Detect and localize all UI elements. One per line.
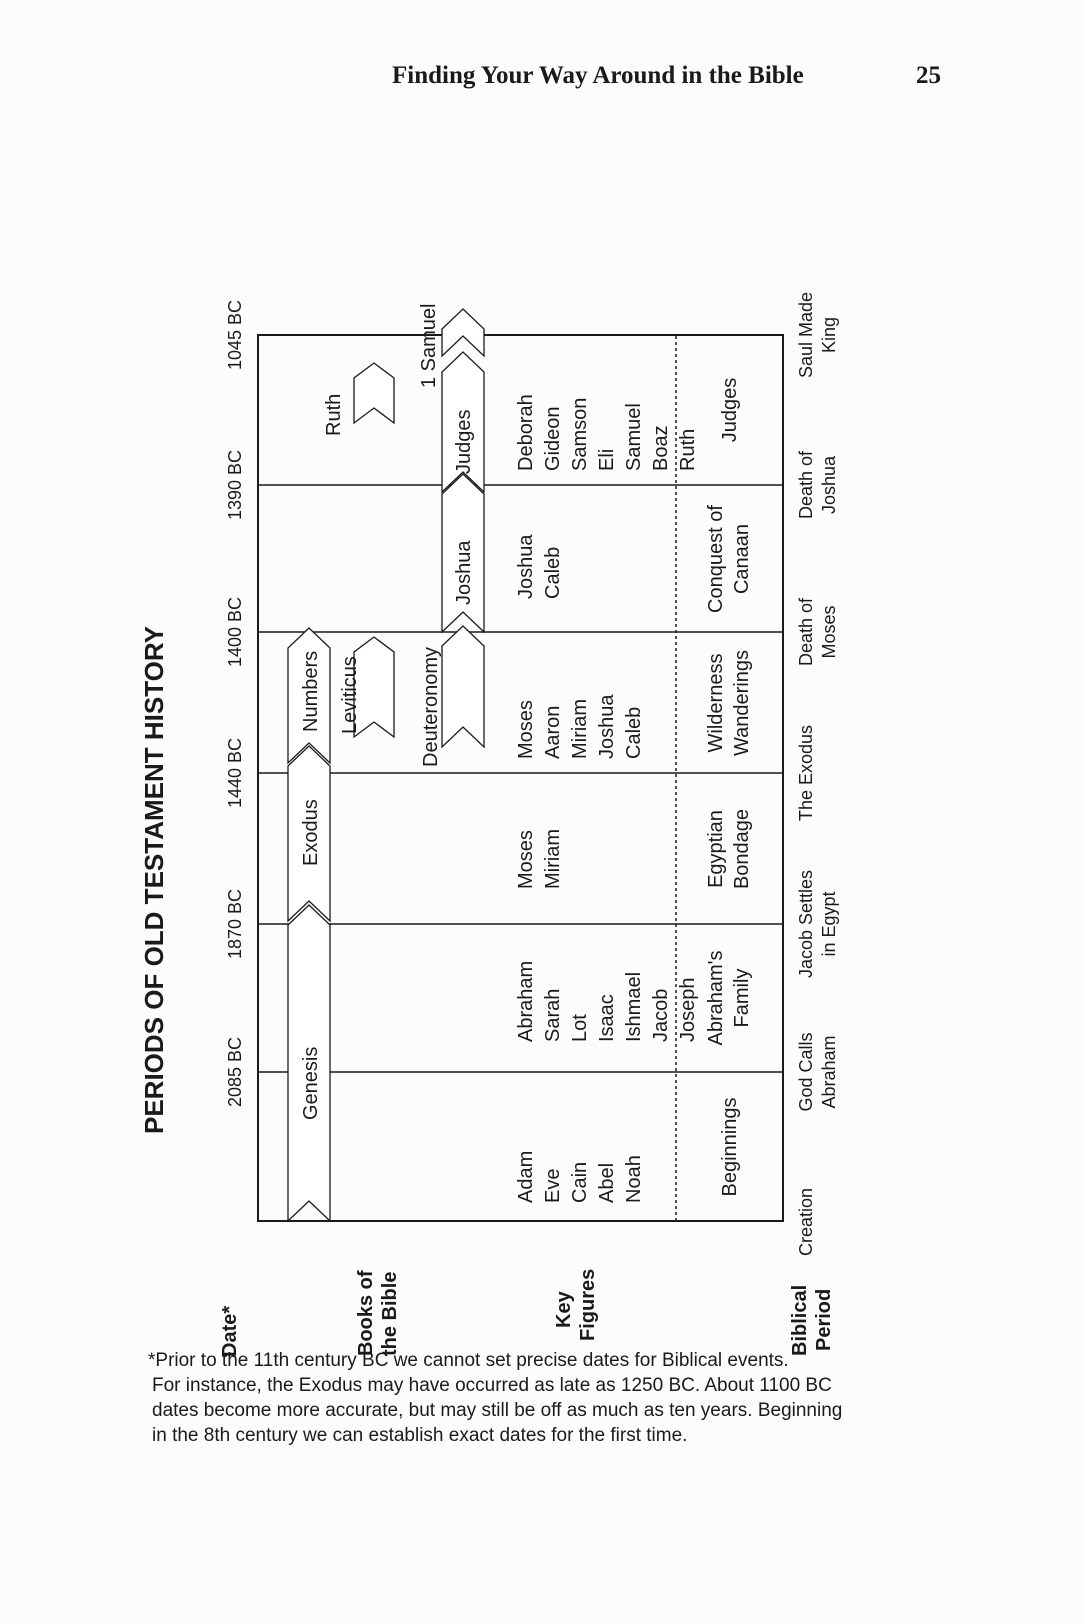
key-figure: Miriam <box>569 699 591 759</box>
footnote-line: dates become more accurate, but may still be off as much as ten years. Beginning <box>152 1400 843 1421</box>
date-label: 1870 BC <box>225 888 245 960</box>
row-label-books-2: the Bible <box>379 1271 401 1356</box>
key-figure: Joshua <box>596 694 618 759</box>
key-figure: Miriam <box>542 829 564 889</box>
key-figure: Eve <box>542 1168 564 1203</box>
footnote <box>148 1348 948 1448</box>
book-label: Numbers <box>300 650 322 732</box>
book-label: Deuteronomy <box>420 646 442 767</box>
key-figure: Ishmael <box>623 971 645 1042</box>
row-label-figures-1: Key <box>553 1291 575 1328</box>
key-figure: Aaron <box>542 705 564 759</box>
key-figure: Samson <box>569 397 591 471</box>
event-label: Death of <box>796 597 816 667</box>
period-label: Wanderings <box>731 650 753 756</box>
key-figure: Gideon <box>542 406 564 471</box>
row-label-figures-2: Figures <box>577 1268 599 1341</box>
footnote-line: in the 8th century we can establish exact dates for the first time. <box>152 1425 688 1446</box>
key-figure: Noah <box>623 1155 645 1203</box>
book-label: Genesis <box>300 1046 322 1120</box>
event-label: Moses <box>819 605 839 659</box>
period-label: Egyptian <box>705 810 727 888</box>
event-label: Abraham <box>819 1035 839 1109</box>
key-figure: Boaz <box>650 425 672 471</box>
event-label: Death of <box>796 450 816 520</box>
period-label: Bondage <box>731 808 753 890</box>
key-figure: Caleb <box>542 546 564 599</box>
period-label: Judges <box>719 377 741 443</box>
row-label-period-1: Biblical <box>789 1284 811 1356</box>
event-label: Creation <box>796 1187 816 1257</box>
footnote-line: For instance, the Exodus may have occurred as late as 1250 BC. About 1100 BC <box>152 1375 832 1396</box>
period-label: Conquest of <box>705 505 727 613</box>
key-figure: Moses <box>515 830 537 889</box>
key-figure: Deborah <box>515 394 537 471</box>
rotated-chart <box>139 292 839 1357</box>
book-label: Ruth <box>323 393 345 436</box>
book-arrow-deuteronomy <box>442 626 484 747</box>
book-arrow-ruth <box>354 363 394 423</box>
row-label-date: Date* <box>219 1305 241 1357</box>
book-label: Joshua <box>453 540 475 605</box>
key-figure: Ruth <box>677 428 699 471</box>
page-number: 25 <box>916 62 941 89</box>
key-figure: Joshua <box>515 534 537 599</box>
book-label: Judges <box>453 409 475 474</box>
period-label: Canaan <box>731 523 753 595</box>
row-label-period-2: Period <box>813 1288 835 1351</box>
event-label: The Exodus <box>796 724 816 822</box>
period-label: Abraham's <box>705 950 727 1046</box>
running-head: Finding Your Way Around in the Bible <box>392 62 804 89</box>
timeline-chart <box>100 140 980 1357</box>
book-arrow-1-samuel <box>442 309 484 356</box>
date-label: 1440 BC <box>225 737 245 809</box>
key-figure: Jacob <box>650 988 672 1042</box>
event-label: in Egypt <box>819 891 839 957</box>
key-figure: Caleb <box>623 706 645 759</box>
key-figure: Abel <box>596 1162 618 1203</box>
key-figure: Sarah <box>542 988 564 1042</box>
key-figure: Moses <box>515 700 537 759</box>
chart-title: PERIODS OF OLD TESTAMENT HISTORY <box>139 626 169 1134</box>
key-figure: Adam <box>515 1150 537 1203</box>
timeline-svg <box>100 140 980 1357</box>
book-label: Leviticus <box>339 656 361 734</box>
date-label: 1390 BC <box>225 449 245 521</box>
row-label-books-1: Books of <box>355 1270 377 1356</box>
key-figure: Samuel <box>623 403 645 471</box>
period-label: Wilderness <box>705 653 727 753</box>
date-label: 1045 BC <box>225 299 245 371</box>
key-figure: Isaac <box>596 994 618 1042</box>
period-label: Beginnings <box>719 1097 741 1197</box>
date-label: 2085 BC <box>225 1036 245 1108</box>
event-label: Jacob Settles <box>796 869 816 979</box>
key-figure: Lot <box>569 1014 591 1042</box>
key-figure: Cain <box>569 1161 591 1203</box>
event-label: King <box>819 316 839 354</box>
key-figure: Eli <box>596 448 618 471</box>
book-label: 1 Samuel <box>418 303 440 388</box>
event-label: Saul Made <box>796 291 816 379</box>
page-header <box>0 58 1084 98</box>
period-label: Family <box>731 968 753 1028</box>
key-figure: Abraham <box>515 960 537 1042</box>
date-label: 1400 BC <box>225 596 245 668</box>
event-label: Joshua <box>819 455 839 515</box>
key-figure: Joseph <box>677 977 699 1042</box>
footnote-line: *Prior to the 11th century BC we cannot set precise dates for Biblical events. <box>148 1350 789 1371</box>
book-label: Exodus <box>300 799 322 866</box>
event-label: God Calls <box>796 1032 816 1112</box>
